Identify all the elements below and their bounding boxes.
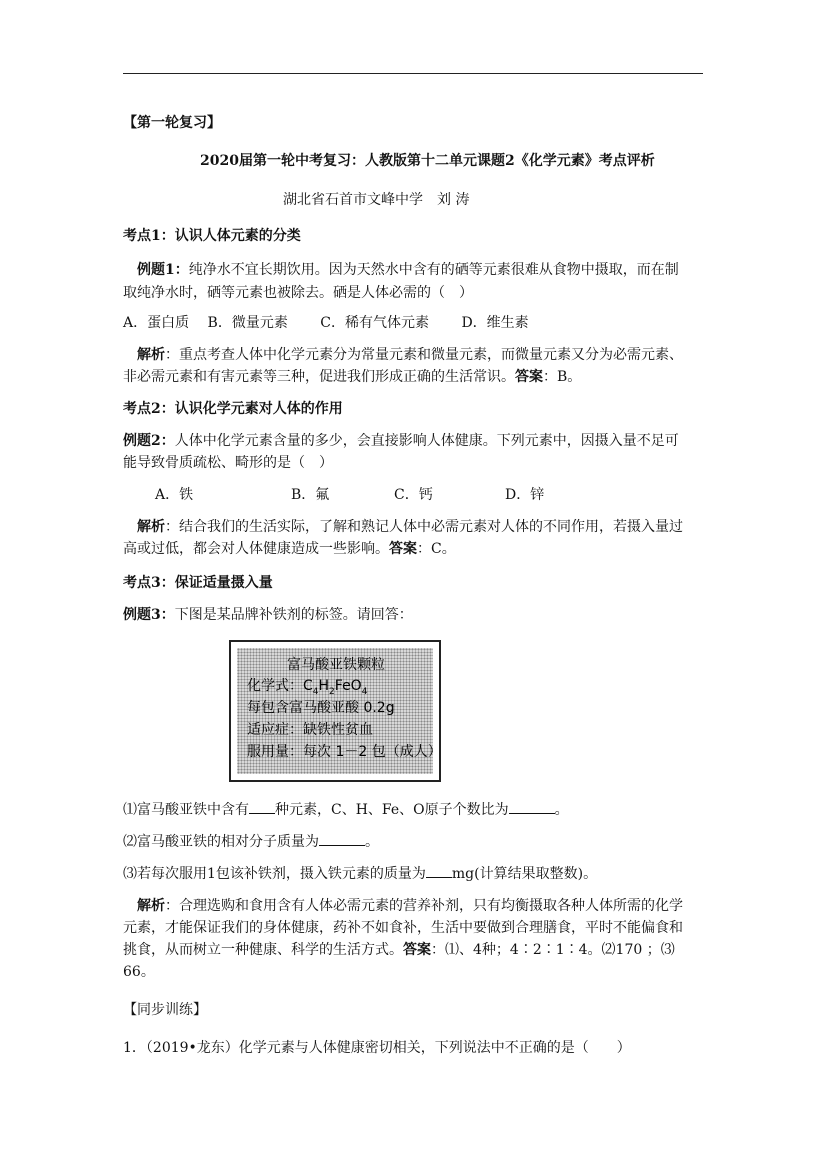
label-indication: 适应症：缺铁性贫血 xyxy=(247,722,373,738)
analysis-2-text-1: ：结合我们的生活实际，了解和熟记人体中必需元素对人体的不同作用，若摄入量过 xyxy=(165,519,683,535)
analysis-3-line-1 xyxy=(137,896,683,916)
section-heading-1: 考点1：认识人体元素的分类 xyxy=(123,228,301,244)
answer-2-value: ：C。 xyxy=(417,541,456,557)
section-heading-3: 考点3：保证适量摄入量 xyxy=(123,575,273,591)
analysis-2-line-1 xyxy=(137,517,683,537)
example-2-label: 例题2： xyxy=(123,433,175,449)
page-title: 2020届第一轮中考复习：人教版第十二单元课题2《化学元素》考点评析 xyxy=(200,153,655,169)
label-formula-feo: FeO xyxy=(334,678,362,694)
analysis-3-line-2: 元素，才能保证我们的身体健康，药补不如食补，生活中要做到合理膳食，平时不能偏食和 xyxy=(123,920,683,936)
analysis-1-text-1: ：重点考查人体中化学元素分为常量元素和微量元素，而微量元素又分为必需元素、 xyxy=(165,347,683,363)
author-line: 湖北省石首市文峰中学 刘 涛 xyxy=(283,192,470,208)
question-3-3 xyxy=(123,864,597,884)
example-1-line-1 xyxy=(137,260,679,280)
example-3-text: 下图是某品牌补铁剂的标签。请回答： xyxy=(174,607,413,623)
question-3-3-text-a: ⑶若每次服用1包该补铁剂，摄入铁元素的质量为 xyxy=(123,866,426,882)
analysis-1-text-2: 非必需元素和有害元素等三种，促进我们形成正确的生活常识。 xyxy=(123,369,515,385)
header-rule xyxy=(123,73,703,74)
blank-3-2[interactable] xyxy=(319,845,365,846)
analysis-1-label: 解析 xyxy=(137,347,165,363)
example-1-options: A．蛋白质 B．微量元素 C．稀有气体元素 D．维生素 xyxy=(123,315,529,331)
analysis-3-text-3: 挑食，从而树立一种健康、科学的生活方式。 xyxy=(123,942,403,958)
analysis-3-label: 解析 xyxy=(137,898,165,914)
label-formula-c-sub: 4 xyxy=(312,686,319,697)
analysis-2-text-2: 高或过低，都会对人体健康造成一些影响。 xyxy=(123,541,389,557)
answer-1-label: 答案 xyxy=(515,369,543,385)
example-3-label: 例题3： xyxy=(123,607,175,623)
label-product-name: 富马酸亚铁颗粒 xyxy=(287,657,385,673)
answer-2-label: 答案 xyxy=(389,541,417,557)
question-3-3-text-b: mg(计算结果取整数)。 xyxy=(451,866,598,882)
example-2-line-2: 能导致骨质疏松、畸形的是（ ） xyxy=(123,455,333,471)
blank-3-1-a[interactable] xyxy=(249,813,275,814)
analysis-2-line-2 xyxy=(123,539,456,559)
question-3-2-text-b: 。 xyxy=(365,834,379,850)
option-2-c: C．钙 xyxy=(394,487,433,503)
label-dosage: 服用量：每次 1－2 包（成人） xyxy=(247,744,442,760)
example-2-line-1 xyxy=(123,431,679,451)
option-2-b: B．氟 xyxy=(291,487,330,503)
question-3-1-text-b: 种元素，C、H、Fe、O原子个数比为 xyxy=(275,802,509,818)
example-1-text-1: 纯净水不宜长期饮用。因为天然水中含有的硒等元素很难从食物中摄取，而在制 xyxy=(188,262,679,278)
label-content: 每包含富马酸亚酸 0.2g xyxy=(247,700,395,716)
analysis-3-line-4: 66。 xyxy=(123,964,155,980)
supplement-label-image xyxy=(229,640,441,782)
analysis-2-label: 解析 xyxy=(137,519,165,535)
review-tag: 【第一轮复习】 xyxy=(123,115,221,131)
answer-1-value: ：B。 xyxy=(543,369,582,385)
example-2-text-1: 人体中化学元素含量的多少，会直接影响人体健康。下列元素中，因摄入量不足可 xyxy=(174,433,679,449)
analysis-3-line-3 xyxy=(123,940,675,960)
blank-3-3[interactable] xyxy=(426,877,452,878)
option-2-d: D．锌 xyxy=(505,487,545,503)
question-3-1 xyxy=(123,800,569,820)
blank-3-1-b[interactable] xyxy=(509,813,555,814)
analysis-3-text-1: ：合理选购和食用含有人体必需元素的营养补剂，只有均衡摄取各种人体所需的化学 xyxy=(165,898,683,914)
analysis-1-line-2 xyxy=(123,367,581,387)
practice-question-1: 1．（2019•龙东）化学元素与人体健康密切相关，下列说法中不正确的是（ ） xyxy=(123,1040,631,1056)
example-1-label: 例题1： xyxy=(137,262,189,278)
question-3-1-text-a: ⑴富马酸亚铁中含有 xyxy=(123,802,249,818)
example-3-line xyxy=(123,605,413,625)
answer-3-value: ：⑴、4种；4∶2∶1∶4。⑵170 ；⑶ xyxy=(431,942,675,958)
question-3-2 xyxy=(123,832,379,852)
question-3-1-text-c: 。 xyxy=(554,802,569,818)
label-formula-c: C xyxy=(303,678,313,694)
section-heading-2: 考点2：认识化学元素对人体的作用 xyxy=(123,401,343,417)
label-formula-prefix: 化学式： xyxy=(247,678,303,694)
option-2-a: A．铁 xyxy=(155,487,194,503)
question-3-2-text-a: ⑵富马酸亚铁的相对分子质量为 xyxy=(123,834,319,850)
label-formula-h-sub: 2 xyxy=(329,686,335,697)
example-1-line-2: 取纯净水时，硒等元素也被除去。硒是人体必需的（ ） xyxy=(123,285,473,301)
label-formula-h: H xyxy=(318,678,330,694)
analysis-1-line-1 xyxy=(137,345,683,365)
answer-3-label: 答案 xyxy=(403,942,431,958)
sync-training-tag: 【同步训练】 xyxy=(123,1002,207,1018)
label-formula-o-sub: 4 xyxy=(361,686,368,697)
supplement-label-content xyxy=(237,648,442,774)
